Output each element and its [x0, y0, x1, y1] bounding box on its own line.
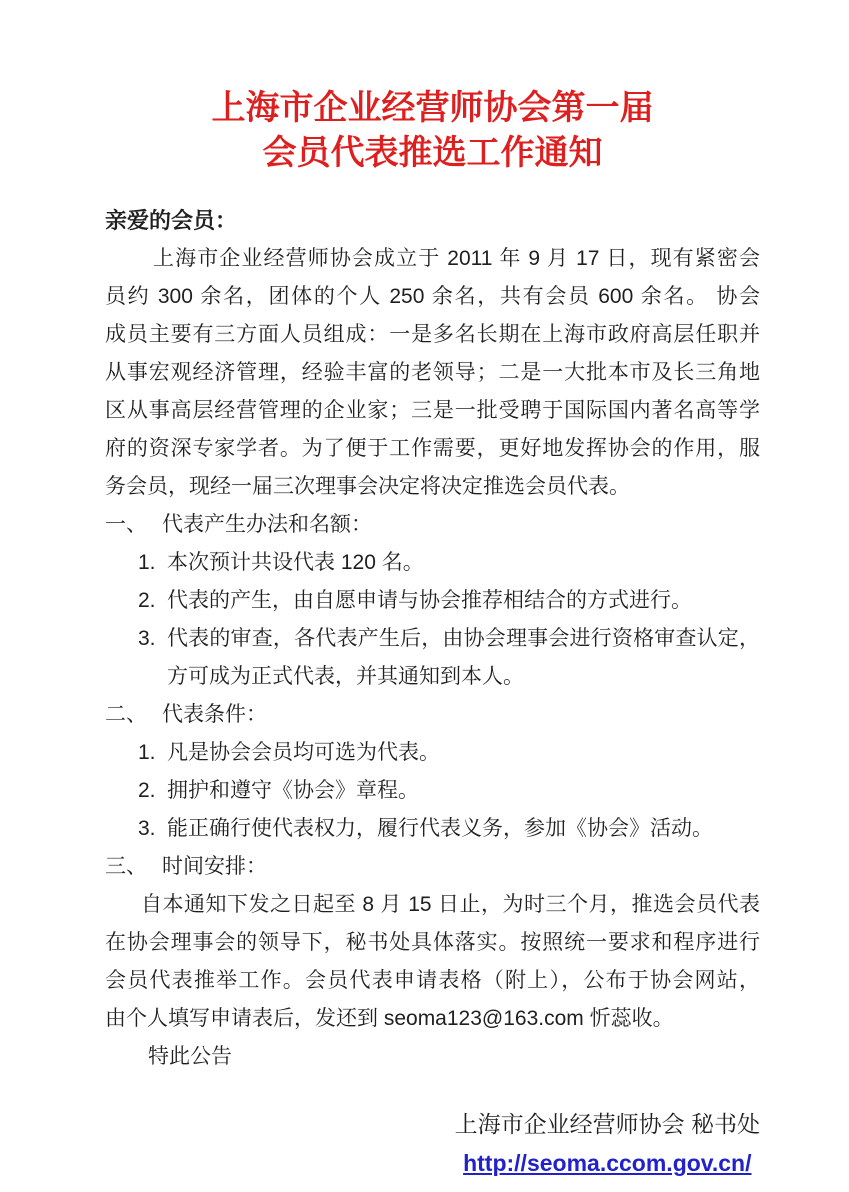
item-line: 凡是协会会员均可选为代表。 [167, 741, 440, 764]
item-line: 方可成为正式代表，并其通知到本人。 [167, 665, 524, 688]
paragraph-line: 由个人填写申请表后，发还到 seoma123@163.com 忻蕊收。 [105, 1007, 674, 1030]
item-number: 3. [138, 627, 156, 650]
list-item [105, 544, 760, 582]
signature-block [455, 1104, 760, 1182]
paragraph-line: 会员代表推举工作。会员代表申请表格（附上），公布于协会网站， [105, 969, 760, 992]
section-title: 时间安排： [162, 855, 267, 878]
item-number: 2. [138, 589, 156, 612]
list-item [105, 582, 760, 620]
item-number: 1. [138, 741, 156, 764]
item-number: 1. [138, 551, 156, 574]
item-line: 代表的审查，各代表产生后，由协会理事会进行资格审查认定， [167, 627, 760, 650]
page-title-line-2: 会员代表推选工作通知 [262, 134, 603, 172]
signature: 上海市企业经营师协会 秘书处 [454, 1111, 760, 1137]
page-title-line-1: 上海市企业经营师协会第一届 [211, 89, 654, 127]
item-text [167, 734, 760, 772]
salutation: 亲爱的会员： [105, 208, 238, 233]
item-text [167, 772, 760, 810]
section-title: 代表产生办法和名额： [162, 513, 372, 536]
section-heading-1 [105, 506, 760, 544]
section-number: 二、 [105, 703, 147, 726]
paragraph-line: 府的资深专家学者。为了便于工作需要，更好地发挥协会的作用，服 [105, 437, 760, 460]
paragraph-line: 员约 300 余名，团体的个人 250 余名，共有会员 600 余名。 协会 [105, 285, 760, 308]
intro-paragraph [105, 240, 760, 506]
closing-paragraph [105, 886, 760, 1038]
section-heading-3 [105, 848, 760, 886]
list-item [105, 810, 760, 848]
item-number: 2. [138, 779, 156, 802]
announcement: 特此公告 [148, 1045, 232, 1068]
section-number: 三、 [105, 855, 147, 878]
item-line: 本次预计共设代表 120 名。 [167, 551, 424, 574]
paragraph-line: 上海市企业经营师协会成立于 2011 年 9 月 17 日，现有紧密会 [153, 247, 760, 270]
list-item [105, 620, 760, 696]
paragraph-line: 在协会理事会的领导下，秘书处具体落实。按照统一要求和程序进行 [105, 931, 760, 954]
page-title [105, 86, 760, 176]
item-text [167, 620, 760, 696]
item-text [167, 544, 760, 582]
list-item [105, 734, 760, 772]
item-line: 拥护和遵守《协会》章程。 [167, 779, 419, 802]
item-line: 能正确行使代表权力，履行代表义务，参加《协会》活动。 [167, 817, 713, 840]
list-item [105, 772, 760, 810]
item-number: 3. [138, 817, 156, 840]
section-number: 一、 [105, 513, 147, 536]
section-2-list [105, 734, 760, 848]
item-line: 代表的产生，由自愿申请与协会推荐相结合的方式进行。 [167, 589, 692, 612]
section-heading-2 [105, 696, 760, 734]
section-1-list [105, 544, 760, 696]
paragraph-line: 成员主要有三方面人员组成：一是多名长期在上海市政府高层任职并 [105, 323, 760, 346]
paragraph-line: 务会员，现经一届三次理事会决定将决定推选会员代表。 [105, 475, 630, 498]
item-text [167, 582, 760, 620]
paragraph-line: 自本通知下发之日起至 8 月 15 日止，为时三个月，推选会员代表 [141, 893, 760, 916]
section-title: 代表条件： [162, 703, 267, 726]
paragraph-line: 从事宏观经济管理，经验丰富的老领导；二是一大批本市及长三角地 [105, 361, 760, 384]
item-text [167, 810, 760, 848]
website-link[interactable]: http://seoma.ccom.gov.cn/ [463, 1150, 752, 1176]
paragraph-line: 区从事高层经营管理的企业家；三是一批受聘于国际国内著名高等学 [105, 399, 760, 422]
